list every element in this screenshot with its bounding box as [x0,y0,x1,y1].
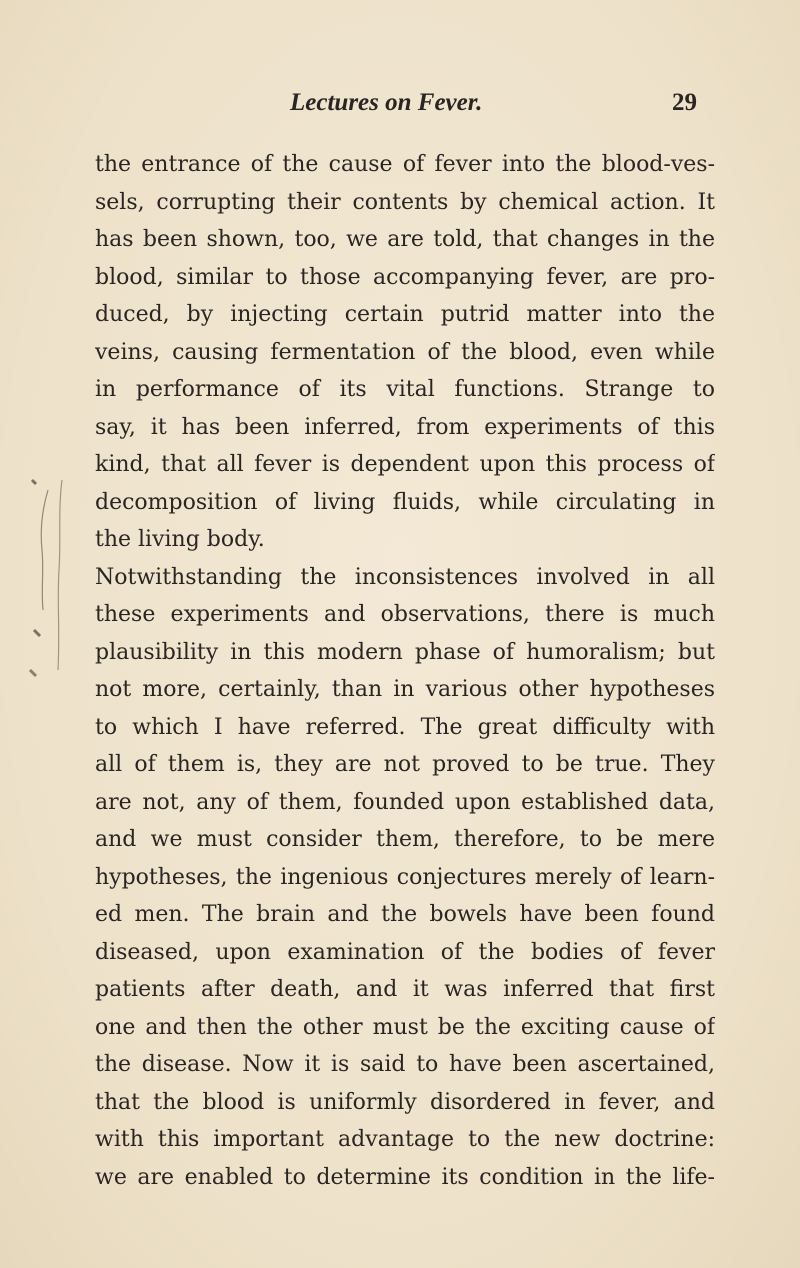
text-line: all of them is, they are not proved to be true. They [95,752,715,777]
text-line: decomposition of living fluids, while circulating in [95,489,715,515]
text-line: are not, any of them, founded upon established data, [95,789,715,815]
page-number: 29 [672,89,697,116]
text-line: in performance of its vital functions. Strange to [95,377,715,402]
text-line: not more, certainly, than in various other hypotheses [95,677,715,702]
text-line: these experiments and observations, there is much [95,602,715,627]
body-text [95,146,715,1196]
text-line: kind, that all fever is dependent upon this process of [95,452,715,477]
text-line: the disease. Now it is said to have been ascertained, [95,1052,715,1077]
text-line: plausibility in this modern phase of humoralism; but [95,639,715,665]
text-line: the living body. [95,527,265,552]
text-line: the entrance of the cause of fever into the blood-ves- [95,152,715,177]
text-line: to which I have referred. The great difficulty with [95,714,715,740]
text-line: and we must consider them, therefore, to be mere [95,827,715,852]
text-line: has been shown, too, we are told, that changes in the [95,227,715,252]
running-title: Lectures on Fever. [290,89,483,116]
paragraph-start-line: Notwithstanding the inconsistences involved in all [95,564,715,590]
text-line: veins, causing fermentation of the blood, even while [95,339,715,365]
text-line: say, it has been inferred, from experiments of this [95,414,715,440]
margin-pencil-marks [28,470,68,710]
text-line: patients after death, and it was inferred that first [95,977,715,1002]
text-line: hypotheses, the ingenious conjectures merely of learn- [95,864,715,890]
text-line: with this important advantage to the new doctrine: [95,1127,715,1152]
text-line: duced, by injecting certain putrid matter into the [95,302,715,327]
text-line: we are enabled to determine its condition in the life- [95,1164,715,1190]
text-line: ed men. The brain and the bowels have been found [95,902,715,927]
text-line: sels, corrupting their contents by chemical action. It [95,189,715,215]
page-header [0,88,800,118]
text-line: diseased, upon examination of the bodies of fever [95,939,715,965]
text-line: that the blood is uniformly disordered in fever, and [95,1089,715,1115]
text-line: one and then the other must be the exciting cause of [95,1014,715,1040]
text-line: blood, similar to those accompanying fever, are pro- [95,264,715,290]
